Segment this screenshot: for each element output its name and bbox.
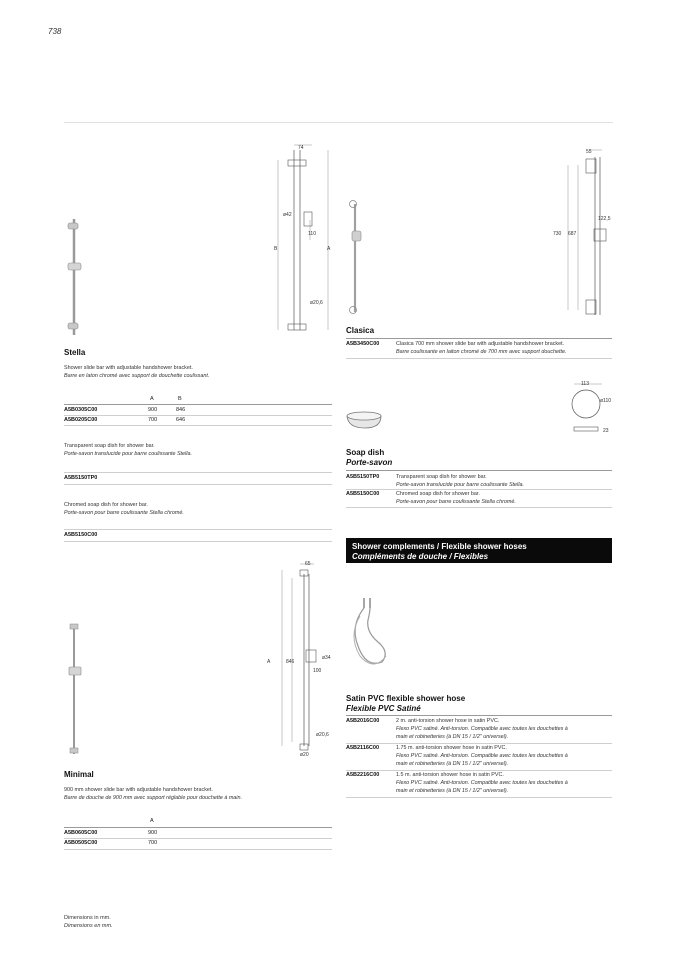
minimal-row1-code: A5B0605C00	[64, 830, 98, 836]
hose-row2-code: A5B2116C00	[346, 745, 380, 751]
stella-dim-h110: 110	[308, 231, 316, 237]
stella-title: Stella	[64, 348, 86, 357]
stella-soap-chrome-code: A5B5150C00	[64, 532, 98, 538]
stella-dim-label-a: A	[327, 246, 331, 252]
minimal-desc-en: 900 mm shower slide bar with adjustable handshower bracket.	[64, 787, 213, 793]
minimal-row1-a: 900	[148, 830, 158, 836]
minimal-title: Minimal	[64, 770, 94, 779]
soap-dish-row2-desc	[396, 490, 516, 506]
soap-dish-row2-code: A5B5150C00	[346, 491, 380, 497]
minimal-dim-d34: ø34	[322, 655, 331, 661]
minimal-dim-h846: 846	[286, 659, 295, 665]
minimal-product-image	[64, 620, 84, 760]
soap-dish-product-image	[345, 408, 385, 432]
hose-row2-desc	[396, 744, 568, 768]
hose-row3-en: 1.5 m. anti-torsion shower hose in satin PVC.	[396, 772, 504, 778]
stella-row-divider	[64, 415, 332, 416]
footer-fr: Dimensions en mm.	[64, 923, 113, 929]
hose-row1-en: 2 m. anti-torsion shower hose in satin PVC.	[396, 718, 500, 724]
clasica-dim-top: 55	[586, 149, 592, 155]
hose-row1-fr2: main et robinetteries (à DN 15 / 1/2" universel).	[396, 734, 509, 740]
stella-desc-fr: Barre en laton chromé avec support de douchette coulissant.	[64, 373, 210, 379]
footer-note	[64, 914, 113, 930]
stella-row1-code: A5B0305C00	[64, 407, 98, 413]
stella-product-image	[64, 215, 84, 340]
stella-soap-translucent-fr: Porte-savon translucide pour barre coulissante Stella.	[64, 451, 192, 457]
stella-row2-a: 700	[148, 417, 158, 423]
clasica-desc-fr: Barre coulissante en laiton chromé de 700 mm avec support douchette.	[396, 349, 567, 355]
minimal-dim-bottom: ø20	[300, 752, 309, 758]
hose-row3-desc	[396, 771, 568, 795]
divider	[346, 358, 612, 359]
divider	[346, 797, 612, 798]
page-number: 738	[48, 27, 62, 36]
hose-row3-fr1: Flexo PVC satiné. Anti-torsion. Compatible avec toutes les douchettes à	[396, 780, 568, 786]
stella-table-rule	[64, 404, 332, 405]
soap-dish-subtitle: Porte-savon	[346, 458, 393, 467]
minimal-dim-label-a: A	[267, 659, 271, 665]
stella-dim-label-b: B	[274, 246, 278, 252]
hose-row1-fr1: Flexo PVC satiné. Anti-torsion. Compatible avec toutes les douchettes à	[396, 726, 568, 732]
soap-dish-rule	[346, 470, 612, 471]
banner-title-fr: Compléments de douche / Flexibles	[352, 552, 489, 561]
hose-row2-fr2: main et robinetteries (à DN 15 / 1/2" universel).	[396, 761, 509, 767]
hose-row1-code: A5B2016C00	[346, 718, 380, 724]
stella-col-a: A	[150, 396, 154, 402]
soap-dish-row1-code: A5B5150TP0	[346, 474, 380, 480]
top-divider	[64, 122, 613, 123]
soap-dish-title: Soap dish	[346, 448, 385, 457]
stella-row1-b: 846	[176, 407, 186, 413]
divider	[64, 541, 332, 542]
stella-soap-chrome-en: Chromed soap dish for shower bar.	[64, 502, 148, 508]
minimal-table-rule	[64, 827, 332, 828]
stella-soap-chrome-fr: Porte-savon pour barre coulissante Stella chromé.	[64, 510, 184, 516]
hose-subtitle: Flexible PVC Satiné	[346, 704, 421, 713]
stella-soap-translucent-desc	[64, 442, 192, 458]
stella-row2-b: 646	[176, 417, 186, 423]
stella-technical-drawing	[270, 140, 340, 340]
stella-dim-d20: ø20,6	[310, 300, 323, 306]
hose-row2-fr1: Flexo PVC satiné. Anti-torsion. Compatible avec toutes les douchettes à	[396, 753, 568, 759]
stella-soap-chrome-desc	[64, 501, 184, 517]
stella-dim-d42: ø42	[283, 212, 292, 218]
clasica-desc-en: Clasica 700 mm shower slide bar with adjustable handshower bracket.	[396, 341, 565, 347]
clasica-dim-right: 122,5	[598, 216, 611, 222]
stella-table-end	[64, 425, 332, 426]
minimal-dim-h100: 100	[313, 668, 322, 674]
hose-product-image	[344, 596, 392, 676]
soap-dim-height: 23	[603, 428, 609, 434]
soap-dish-row1-en: Transparent soap dish for shower bar.	[396, 474, 487, 480]
stella-col-b: B	[178, 396, 182, 402]
section-banner	[346, 538, 612, 563]
hose-row3-code: A5B2216C00	[346, 772, 380, 778]
stella-description	[64, 364, 209, 380]
hose-title: Satin PVC flexible shower hose	[346, 694, 466, 703]
divider	[64, 472, 332, 473]
clasica-product-image	[345, 198, 365, 318]
soap-dish-row2-fr: Porte-savon pour barre coulissante Stella chromé.	[396, 499, 516, 505]
minimal-row2-code: A5B0505C00	[64, 840, 98, 846]
clasica-description	[396, 340, 567, 356]
minimal-col-a: A	[150, 818, 154, 824]
footer-en: Dimensions in mm.	[64, 915, 111, 921]
soap-dish-row2-en: Chromed soap dish for shower bar.	[396, 491, 480, 497]
soap-dim-width: 113	[581, 381, 589, 387]
soap-dim-dia: ø110	[600, 398, 612, 404]
clasica-dim-h687: 687	[568, 231, 577, 237]
soap-dish-row1-desc	[396, 473, 524, 489]
minimal-dim-d20: ø20,6	[316, 732, 329, 738]
minimal-description	[64, 786, 242, 802]
minimal-dim-top: 65	[305, 561, 311, 567]
stella-dim-top: 74	[298, 145, 304, 151]
stella-soap-translucent-en: Transparent soap dish for shower bar.	[64, 443, 155, 449]
clasica-code: A5B3450C00	[346, 341, 380, 347]
divider	[64, 529, 332, 530]
divider	[346, 507, 612, 508]
minimal-row-divider	[64, 838, 332, 839]
minimal-table-end	[64, 849, 332, 850]
stella-row1-a: 900	[148, 407, 158, 413]
divider	[64, 484, 332, 485]
stella-row2-code: A5B0205C00	[64, 417, 98, 423]
stella-soap-translucent-code: A5B5150TP0	[64, 475, 98, 481]
hose-row1-desc	[396, 717, 568, 741]
minimal-desc-fr: Barre de douche de 900 mm avec support réglable pour douchette à main.	[64, 795, 243, 801]
hose-row3-fr2: main et robinetteries (à DN 15 / 1/2" universel).	[396, 788, 509, 794]
minimal-row2-a: 700	[148, 840, 158, 846]
banner-title-en: Shower complements / Flexible shower hoses	[352, 542, 527, 551]
clasica-dim-h730: 730	[553, 231, 562, 237]
hose-rule	[346, 715, 612, 716]
hose-row2-en: 1.75 m. anti-torsion shower hose in satin PVC.	[396, 745, 507, 751]
stella-desc-en: Shower slide bar with adjustable handshower bracket.	[64, 365, 193, 371]
soap-dish-row1-fr: Porte-savon translucide pour barre coulissante Stella.	[396, 482, 524, 488]
clasica-rule	[346, 338, 612, 339]
clasica-title: Clasica	[346, 326, 375, 335]
